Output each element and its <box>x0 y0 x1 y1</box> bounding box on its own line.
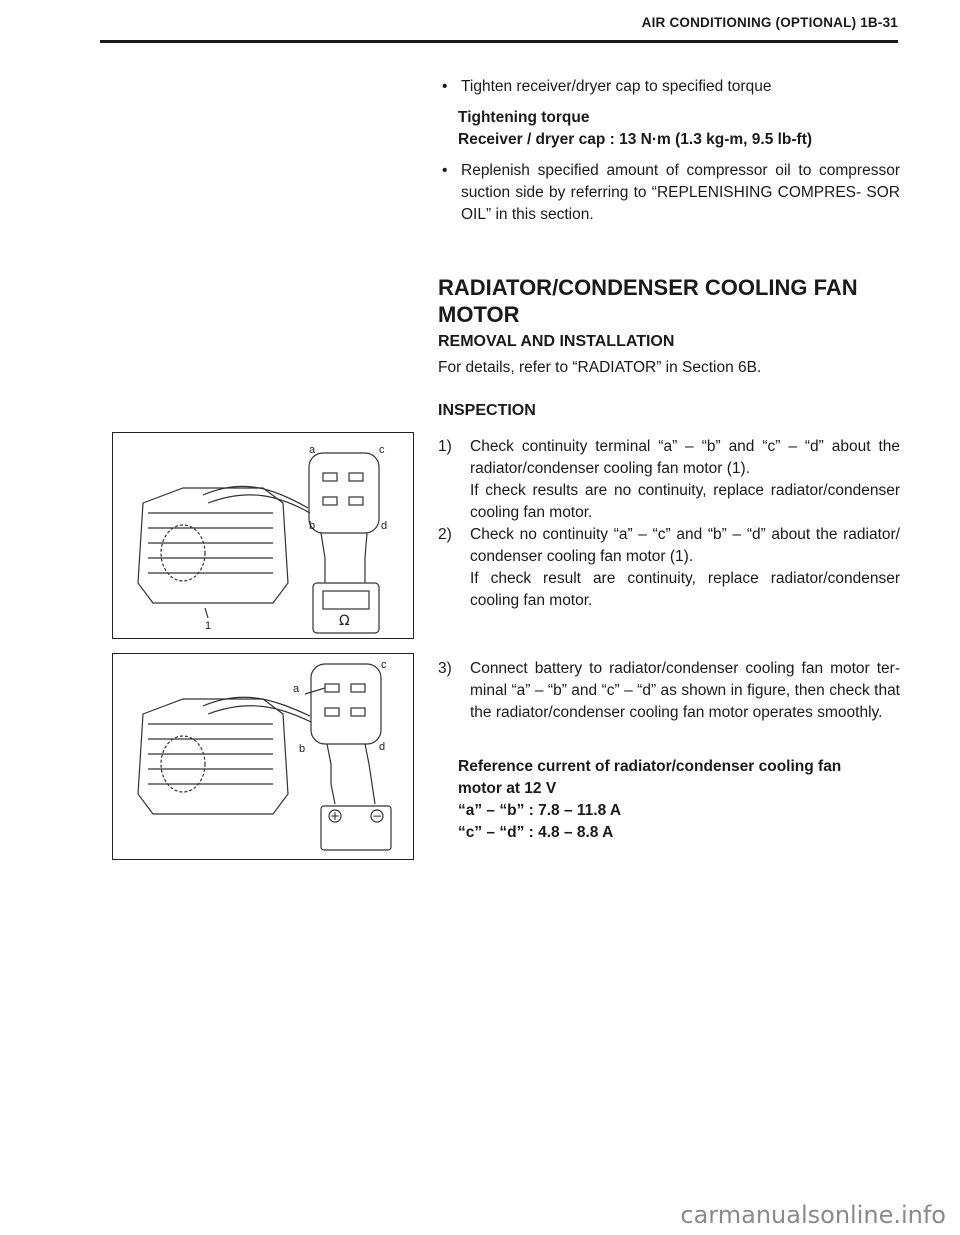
section-title-line2: MOTOR <box>438 302 520 327</box>
harness-wire <box>208 706 311 722</box>
battery-diagram <box>113 654 413 859</box>
label-c: c <box>381 659 387 671</box>
page-header-title: AIR CONDITIONING (OPTIONAL) 1B-31 <box>641 15 898 30</box>
leader-line <box>205 608 208 618</box>
reference-block <box>458 756 900 844</box>
lead-wire <box>327 744 331 784</box>
fan-shroud-outline <box>138 488 288 603</box>
lead-wire <box>331 784 335 804</box>
header-rule <box>100 40 898 43</box>
bullet-text: Replenish specified amount of compressor oil to compressor suction side by referring to “REPLENISHING COMPRES- SOR OIL” in this section. <box>461 162 900 223</box>
bullet-tighten <box>442 76 900 98</box>
harness-wire <box>203 697 310 716</box>
label-b: b <box>299 743 306 755</box>
plus-sign: + <box>330 809 341 823</box>
terminal-d <box>349 497 363 505</box>
step-text: Connect battery to radiator/condenser cooling fan motor ter- minal “a” – “b” and “c” – “d” as shown in figure, then check that the radiator/condenser cooling fan motor operates smoothly. <box>470 660 900 721</box>
step-number: 3) <box>438 660 452 677</box>
step-subtext: If check result are continuity, replace radiator/condenser cooling fan motor. <box>470 570 900 609</box>
inspection-heading: INSPECTION <box>438 402 536 419</box>
reference-line: Reference current of radiator/condenser cooling fan <box>458 758 842 775</box>
bullet-replenish <box>442 160 900 226</box>
label-c: c <box>379 444 385 456</box>
label-a: a <box>293 683 300 695</box>
watermark: carmanualsonline.info <box>680 1201 946 1229</box>
section-title-line1: RADIATOR/CONDENSER COOLING FAN <box>438 275 858 300</box>
label-1: 1 <box>205 620 212 632</box>
terminal-a <box>325 684 339 692</box>
step-subtext: If check results are no continuity, replace radiator/condenser cooling fan motor. <box>470 482 900 521</box>
figure-battery-check <box>112 653 414 860</box>
bullet-marker: • <box>442 78 448 95</box>
leader-line <box>305 688 325 694</box>
terminal-d <box>351 708 365 716</box>
section-title <box>438 274 900 328</box>
radiator-grille <box>148 724 273 784</box>
radiator-grille <box>148 513 273 573</box>
label-d: d <box>381 520 388 532</box>
bullet-text: Tighten receiver/dryer cap to specified torque <box>461 78 772 95</box>
lead-wire <box>365 744 375 804</box>
probe-lead <box>321 533 325 558</box>
torque-value: Receiver / dryer cap : 13 N·m (1.3 kg-m, 9.5 lb-ft) <box>458 131 813 148</box>
reference-line: motor at 12 V <box>458 780 557 797</box>
torque-heading: Tightening torque <box>458 109 590 126</box>
continuity-diagram <box>113 433 413 638</box>
step-number: 1) <box>438 438 452 455</box>
terminal-b <box>325 708 339 716</box>
step-number: 2) <box>438 526 452 543</box>
label-d: d <box>379 741 386 753</box>
terminal-c <box>351 684 365 692</box>
fan-shroud-outline <box>138 699 288 814</box>
ohmmeter-display <box>323 591 369 609</box>
removal-text: For details, refer to “RADIATOR” in Section 6B. <box>438 359 762 376</box>
reference-line: “a” – “b” : 7.8 – 11.8 A <box>458 802 622 819</box>
step-text: Check no continuity “a” – “c” and “b” – “d” about the radiator/ condenser cooling fan motor (1). <box>470 526 900 565</box>
connector-body <box>311 664 381 744</box>
probe-lead <box>365 533 367 558</box>
ohm-symbol: Ω <box>339 613 350 629</box>
bullet-marker: • <box>442 162 448 179</box>
step-2 <box>438 524 900 612</box>
harness-wire <box>208 495 310 513</box>
removal-heading: REMOVAL AND INSTALLATION <box>438 333 675 350</box>
step-3 <box>438 658 900 724</box>
connector-body <box>309 453 379 533</box>
minus-sign: − <box>372 809 383 823</box>
step-1 <box>438 436 900 524</box>
terminal-a <box>323 473 337 481</box>
terminal-c <box>349 473 363 481</box>
label-a: a <box>309 444 316 456</box>
terminal-b <box>323 497 337 505</box>
step-text: Check continuity terminal “a” – “b” and “c” – “d” about the radiator/condenser cooling fan motor (1). <box>470 438 900 477</box>
reference-line: “c” – “d” : 4.8 – 8.8 A <box>458 824 614 841</box>
figure-continuity-check <box>112 432 414 639</box>
label-b: b <box>309 520 316 532</box>
